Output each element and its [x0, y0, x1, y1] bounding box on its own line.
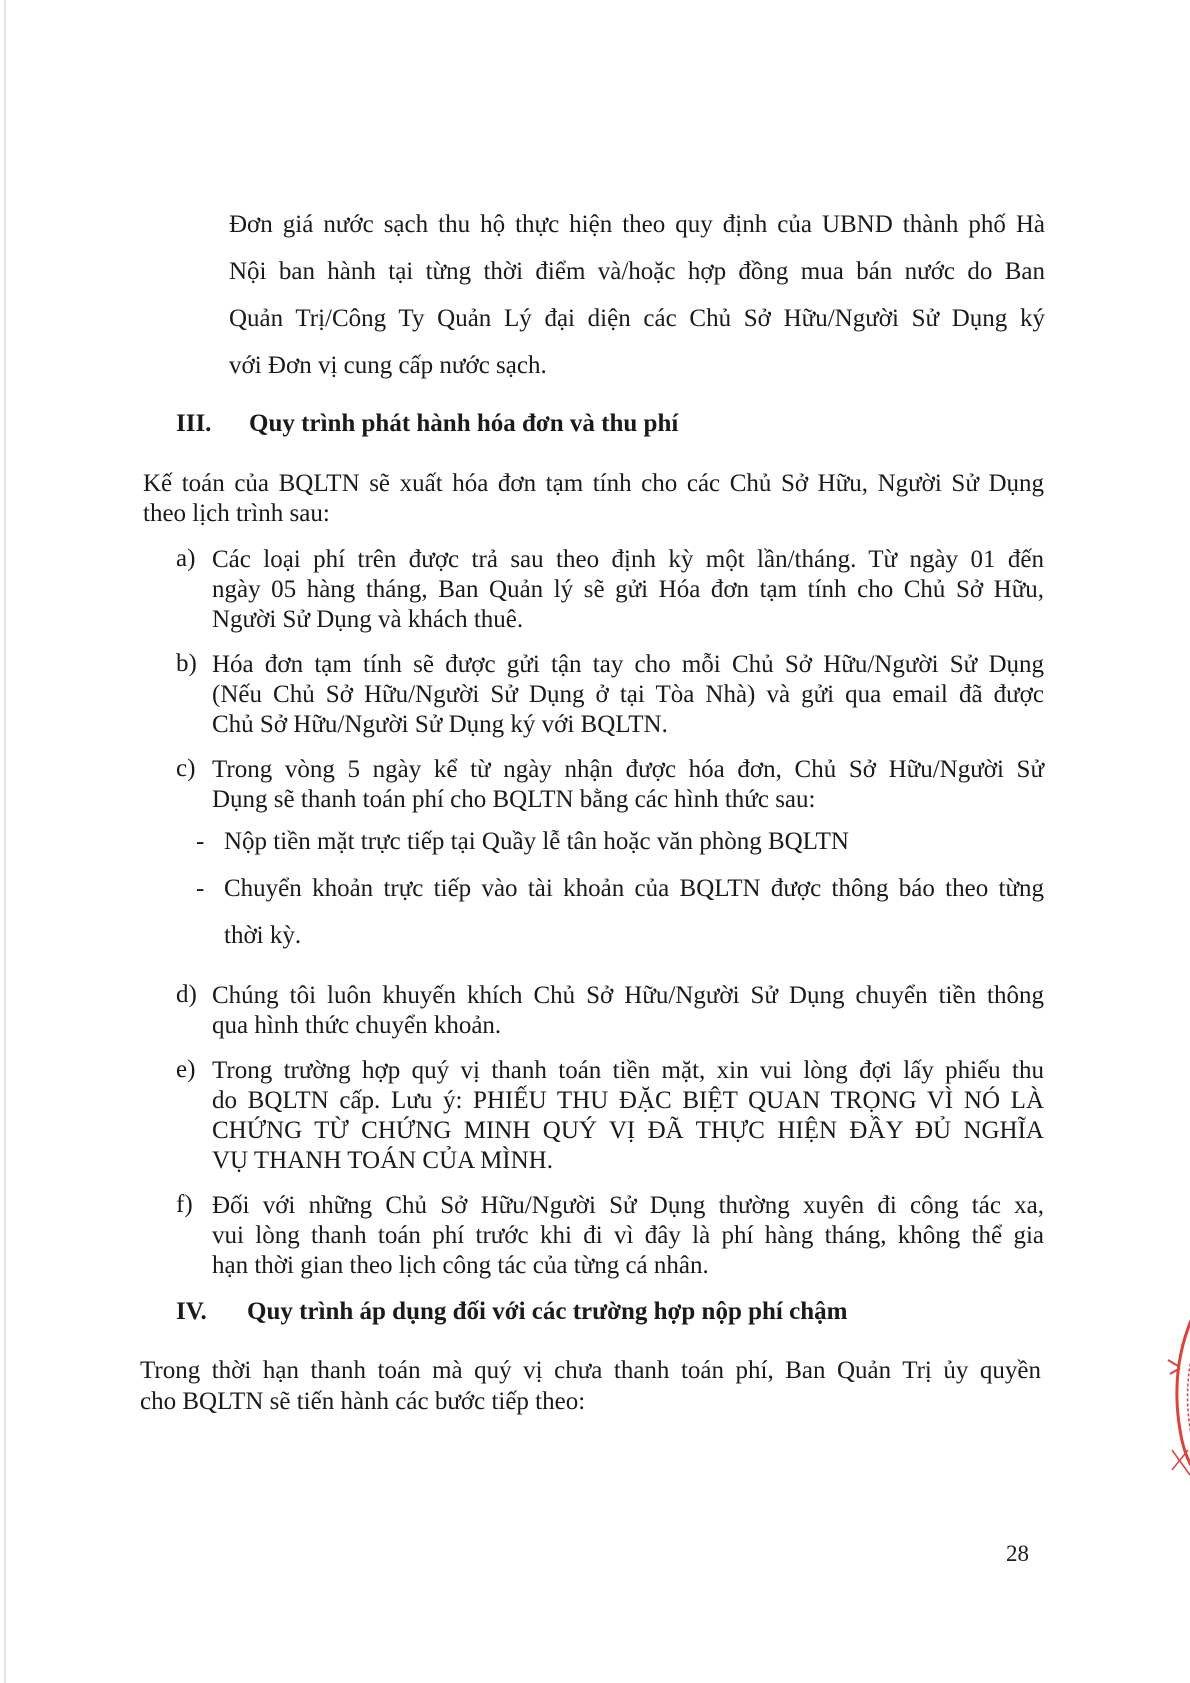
- section-4-number: IV.: [176, 1298, 207, 1325]
- red-stamp-fragment: [1160, 1310, 1190, 1490]
- water-line-2: Nội ban hành tại từng thời điểm và/hoặc hợp đồng mua bán nước do Ban: [229, 258, 1045, 285]
- water-line-3: Quản Trị/Công Ty Quản Lý đại diện các Chủ Sở Hữu/Người Sử Dụng ký: [229, 305, 1045, 332]
- list-item-b-line-2: (Nếu Chủ Sở Hữu/Người Sử Dụng ở tại Tòa Nhà) và gửi qua email đã được: [212, 681, 1044, 708]
- list-marker: b): [176, 650, 197, 677]
- section-4-heading: [176, 1298, 847, 1326]
- list-marker: a): [176, 545, 196, 572]
- list-item-b-line-3: Chủ Sở Hữu/Người Sử Dụng ký với BQLTN.: [212, 711, 668, 738]
- list-item-e-line-3: CHỨNG TỪ CHỨNG MINH QUÝ VỊ ĐÃ THỰC HIỆN ĐẦY ĐỦ NGHĨA: [212, 1117, 1044, 1144]
- dash-marker: -: [196, 828, 205, 855]
- list-marker: c): [176, 755, 196, 782]
- section-3-heading: [176, 410, 678, 438]
- list-item-e-line-1: Trong trường hợp quý vị thanh toán tiền mặt, xin vui lòng đợi lấy phiếu thu: [212, 1057, 1044, 1084]
- page-edge: [4, 0, 6, 1683]
- list-item-d-line-2: qua hình thức chuyển khoản.: [212, 1012, 502, 1039]
- water-line-1: Đơn giá nước sạch thu hộ thực hiện theo quy định của UBND thành phố Hà: [229, 211, 1045, 238]
- section-3-title: Quy trình phát hành hóa đơn và thu phí: [249, 410, 679, 437]
- list-item-c-line-1: Trong vòng 5 ngày kể từ ngày nhận được hóa đơn, Chủ Sở Hữu/Người Sử: [212, 756, 1044, 783]
- section-4-intro-line-1: Trong thời hạn thanh toán mà quý vị chưa thanh toán phí, Ban Quản Trị ủy quyền: [140, 1357, 1041, 1384]
- page-number: 28: [1006, 1541, 1029, 1566]
- section-3-intro-line-1: Kế toán của BQLTN sẽ xuất hóa đơn tạm tính cho các Chủ Sở Hữu, Người Sử Dụng: [143, 470, 1044, 497]
- list-marker: e): [176, 1056, 196, 1083]
- list-item-e-line-4: VỤ THANH TOÁN CỦA MÌNH.: [212, 1147, 553, 1174]
- section-4-intro-line-2: cho BQLTN sẽ tiến hành các bước tiếp theo:: [140, 1388, 586, 1415]
- payment-method-transfer-line-1: Chuyển khoản trực tiếp vào tài khoản của BQLTN được thông báo theo từng: [224, 875, 1044, 902]
- list-marker: f): [176, 1191, 193, 1218]
- payment-method-cash-text: Nộp tiền mặt trực tiếp tại Quầy lễ tân hoặc văn phòng BQLTN: [224, 828, 849, 855]
- water-line-4: với Đơn vị cung cấp nước sạch.: [229, 352, 547, 379]
- list-item-a-line-3: Người Sử Dụng và khách thuê.: [212, 606, 524, 633]
- dash-marker: -: [196, 875, 205, 902]
- payment-method-transfer-line-2: thời kỳ.: [224, 922, 302, 949]
- list-item-b-line-1: Hóa đơn tạm tính sẽ được gửi tận tay cho mỗi Chủ Sở Hữu/Người Sử Dụng: [212, 651, 1044, 678]
- list-item-f-line-2: vui lòng thanh toán phí trước khi đi vì đây là phí hàng tháng, không thể gia: [212, 1222, 1044, 1249]
- list-item-a-line-2: ngày 05 hàng tháng, Ban Quản lý sẽ gửi Hóa đơn tạm tính cho Chủ Sở Hữu,: [212, 576, 1044, 603]
- list-item-d-line-1: Chúng tôi luôn khuyến khích Chủ Sở Hữu/Người Sử Dụng chuyển tiền thông: [212, 982, 1044, 1009]
- list-item-a-line-1: Các loại phí trên được trả sau theo định kỳ một lần/tháng. Từ ngày 01 đến: [212, 546, 1044, 573]
- list-marker: d): [176, 981, 197, 1008]
- list-item-f-line-1: Đối với những Chủ Sở Hữu/Người Sử Dụng thường xuyên đi công tác xa,: [212, 1192, 1044, 1219]
- list-item-f-line-3: hạn thời gian theo lịch công tác của từng cá nhân.: [212, 1252, 709, 1279]
- list-item-c-line-2: Dụng sẽ thanh toán phí cho BQLTN bằng các hình thức sau:: [212, 786, 816, 813]
- list-item-e-line-2: do BQLTN cấp. Lưu ý: PHIẾU THU ĐẶC BIỆT QUAN TRỌNG VÌ NÓ LÀ: [212, 1087, 1044, 1114]
- section-4-title: Quy trình áp dụng đối với các trường hợp nộp phí chậm: [247, 1298, 848, 1325]
- section-3-intro-line-2: theo lịch trình sau:: [143, 500, 330, 527]
- section-3-number: III.: [176, 410, 212, 437]
